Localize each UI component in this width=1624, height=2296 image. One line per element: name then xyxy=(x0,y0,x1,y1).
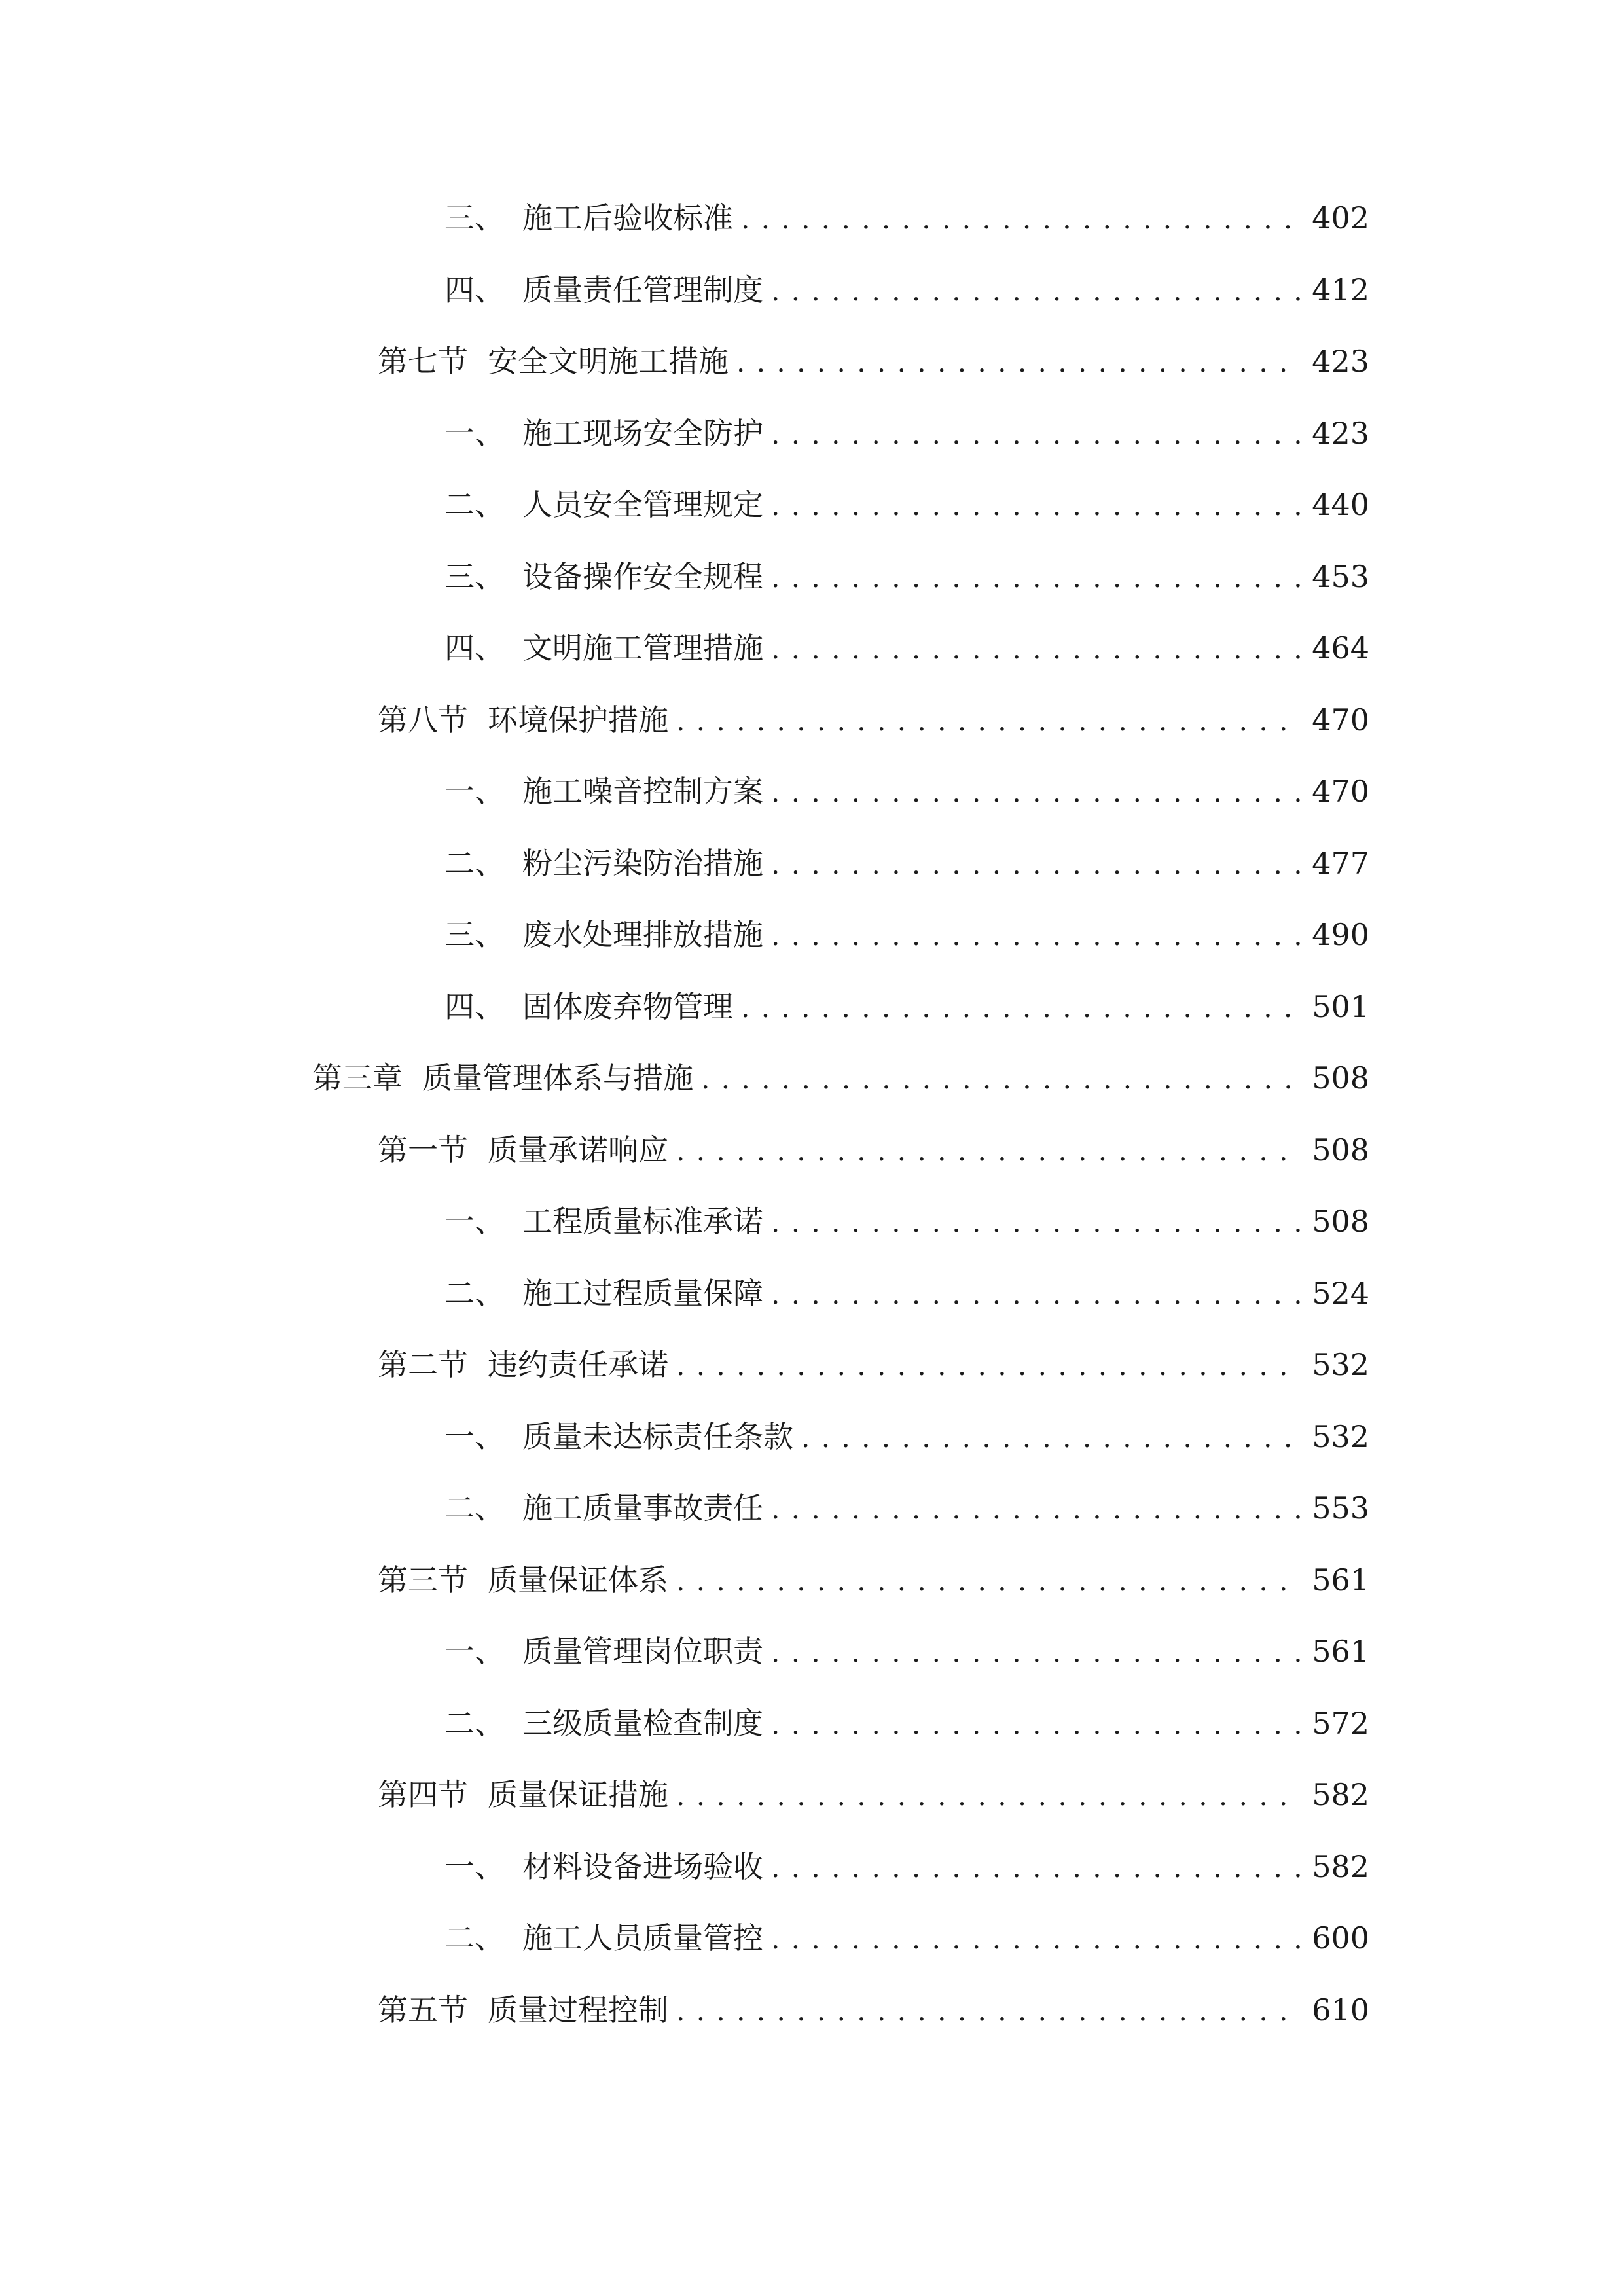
toc-entry-number: 第三节 xyxy=(378,1562,468,1598)
dot-leader xyxy=(676,1975,1301,2047)
toc-entry-number: 二、 xyxy=(444,1275,505,1311)
toc-entry-title: 废水处理排放措施 xyxy=(522,917,763,952)
toc-entry-heading xyxy=(444,1903,763,1975)
dot-leader xyxy=(771,1903,1301,1975)
toc-entry[interactable] xyxy=(0,326,1369,398)
toc-entry[interactable] xyxy=(0,971,1369,1043)
toc-entry-heading xyxy=(312,1043,693,1115)
toc-entry-heading xyxy=(444,469,763,541)
toc-entry-title: 质量责任管理制度 xyxy=(522,272,763,308)
toc-entry-number: 一、 xyxy=(444,1204,505,1239)
toc-entry[interactable] xyxy=(0,1831,1369,1903)
toc-entry-number: 一、 xyxy=(444,1418,505,1454)
toc-entry-title: 质量过程控制 xyxy=(488,1992,668,2028)
toc-entry-number: 一、 xyxy=(444,415,505,451)
toc-entry-page-number: 490 xyxy=(1312,917,1369,952)
toc-entry-heading xyxy=(444,1616,763,1688)
toc-entry[interactable] xyxy=(0,685,1369,757)
toc-entry-number: 四、 xyxy=(444,272,505,308)
toc-entry-title: 施工噪音控制方案 xyxy=(522,774,763,809)
toc-entry-title: 施工现场安全防护 xyxy=(522,415,763,451)
toc-entry-heading xyxy=(444,541,763,613)
dot-leader xyxy=(771,757,1301,829)
toc-entry-page-number: 582 xyxy=(1312,1848,1369,1884)
toc-entry-page-number: 524 xyxy=(1312,1275,1369,1311)
toc-entry-heading xyxy=(444,1401,793,1473)
toc-entry-title: 施工过程质量保障 xyxy=(522,1275,763,1311)
dot-leader xyxy=(801,1402,1301,1474)
toc-entry-page-number: 532 xyxy=(1312,1418,1369,1454)
toc-entry-heading xyxy=(378,1329,668,1401)
toc-entry-number: 一、 xyxy=(444,1848,505,1884)
toc-entry-heading xyxy=(444,1831,763,1903)
toc-entry-heading xyxy=(444,1473,763,1545)
toc-entry-heading xyxy=(444,1688,763,1760)
toc-entry-page-number: 600 xyxy=(1312,1920,1369,1956)
toc-entry-page-number: 532 xyxy=(1312,1347,1369,1382)
toc-entry-page-number: 423 xyxy=(1312,415,1369,451)
toc-entry[interactable] xyxy=(0,1258,1369,1330)
toc-entry[interactable] xyxy=(0,183,1369,255)
toc-entry[interactable] xyxy=(0,828,1369,900)
toc-entry-heading xyxy=(444,183,733,255)
toc-entry-title: 质量管理体系与措施 xyxy=(422,1060,693,1096)
dot-leader xyxy=(771,613,1301,685)
toc-entry-number: 二、 xyxy=(444,487,505,522)
toc-entry-page-number: 470 xyxy=(1312,774,1369,809)
toc-entry-page-number: 402 xyxy=(1312,200,1369,236)
toc-entry-title: 施工人员质量管控 xyxy=(522,1920,763,1956)
toc-entry-heading xyxy=(444,255,763,327)
dot-leader xyxy=(741,972,1301,1044)
dot-leader xyxy=(676,1545,1301,1617)
toc-entry-heading xyxy=(444,1186,763,1258)
toc-entry-number: 第三章 xyxy=(312,1060,403,1096)
dot-leader xyxy=(701,1043,1301,1115)
toc-entry-page-number: 501 xyxy=(1312,988,1369,1024)
toc-entry-number: 二、 xyxy=(444,1705,505,1741)
toc-entry[interactable] xyxy=(0,756,1369,828)
toc-entry-heading xyxy=(444,398,763,470)
toc-entry-title: 环境保护措施 xyxy=(488,702,668,738)
dot-leader xyxy=(741,183,1301,255)
toc-entry-heading xyxy=(378,1759,668,1831)
dot-leader xyxy=(771,1187,1301,1259)
toc-entry[interactable] xyxy=(0,1329,1369,1401)
toc-entry[interactable] xyxy=(0,1759,1369,1831)
dot-leader xyxy=(736,327,1301,399)
toc-entry-number: 第七节 xyxy=(378,344,468,379)
toc-entry-page-number: 610 xyxy=(1312,1992,1369,2028)
toc-entry-number: 一、 xyxy=(444,774,505,809)
toc-entry-heading xyxy=(444,756,763,828)
toc-entry-heading xyxy=(444,899,763,971)
toc-entry[interactable] xyxy=(0,469,1369,541)
toc-entry-heading xyxy=(378,1545,668,1617)
toc-entry-number: 二、 xyxy=(444,845,505,881)
toc-entry[interactable] xyxy=(0,1043,1369,1115)
toc-entry-page-number: 464 xyxy=(1312,630,1369,666)
toc-entry-title: 设备操作安全规程 xyxy=(522,558,763,594)
toc-entry-title: 质量承诺响应 xyxy=(488,1132,668,1168)
toc-entry-page-number: 508 xyxy=(1312,1204,1369,1239)
toc-entry-number: 一、 xyxy=(444,1634,505,1669)
dot-leader xyxy=(771,829,1301,901)
dot-leader xyxy=(771,1832,1301,1904)
dot-leader xyxy=(771,900,1301,972)
toc-entry-title: 质量未达标责任条款 xyxy=(522,1418,793,1454)
toc-entry[interactable] xyxy=(0,1401,1369,1473)
toc-entry[interactable] xyxy=(0,1688,1369,1760)
toc-entry-heading xyxy=(378,1115,668,1187)
toc-entry-page-number: 440 xyxy=(1312,487,1369,522)
toc-entry-page-number: 582 xyxy=(1312,1777,1369,1812)
toc-entry-title: 质量保证体系 xyxy=(488,1562,668,1598)
toc-entry-title: 施工质量事故责任 xyxy=(522,1490,763,1526)
table-of-contents xyxy=(0,183,1624,2046)
dot-leader xyxy=(771,542,1301,614)
toc-entry-page-number: 412 xyxy=(1312,272,1369,308)
toc-entry-heading xyxy=(444,1258,763,1330)
toc-entry-heading xyxy=(444,613,763,685)
toc-entry-title: 施工后验收标准 xyxy=(522,200,733,236)
toc-entry-heading xyxy=(378,685,668,757)
toc-entry-number: 三、 xyxy=(444,558,505,594)
dot-leader xyxy=(676,1330,1301,1402)
dot-leader xyxy=(771,399,1301,471)
dot-leader xyxy=(771,255,1301,327)
toc-entry-title: 三级质量检查制度 xyxy=(522,1705,763,1741)
toc-entry-page-number: 453 xyxy=(1312,558,1369,594)
toc-entry-page-number: 561 xyxy=(1312,1562,1369,1598)
dot-leader xyxy=(771,1473,1301,1545)
toc-entry-page-number: 572 xyxy=(1312,1705,1369,1741)
toc-entry-number: 第八节 xyxy=(378,702,468,738)
dot-leader xyxy=(676,1760,1301,1832)
dot-leader xyxy=(676,1115,1301,1187)
toc-entry-title: 人员安全管理规定 xyxy=(522,487,763,522)
toc-entry[interactable] xyxy=(0,1473,1369,1545)
dot-leader xyxy=(771,1259,1301,1331)
toc-entry[interactable] xyxy=(0,613,1369,685)
toc-entry[interactable] xyxy=(0,1975,1369,2047)
toc-entry-title: 材料设备进场验收 xyxy=(522,1848,763,1884)
toc-entry-page-number: 508 xyxy=(1312,1060,1369,1096)
toc-entry-title: 违约责任承诺 xyxy=(488,1347,668,1382)
toc-entry[interactable] xyxy=(0,398,1369,470)
toc-entry-title: 质量管理岗位职责 xyxy=(522,1634,763,1669)
toc-entry-number: 三、 xyxy=(444,917,505,952)
toc-entry-number: 四、 xyxy=(444,988,505,1024)
toc-entry-heading xyxy=(444,971,733,1043)
toc-entry-number: 三、 xyxy=(444,200,505,236)
toc-entry-title: 文明施工管理措施 xyxy=(522,630,763,666)
toc-entry[interactable] xyxy=(0,1186,1369,1258)
dot-leader xyxy=(771,470,1301,542)
toc-entry[interactable] xyxy=(0,1616,1369,1688)
toc-entry[interactable] xyxy=(0,1115,1369,1187)
toc-entry[interactable] xyxy=(0,541,1369,613)
toc-entry-number: 第五节 xyxy=(378,1992,468,2028)
toc-entry-page-number: 423 xyxy=(1312,344,1369,379)
toc-entry-title: 工程质量标准承诺 xyxy=(522,1204,763,1239)
toc-entry[interactable] xyxy=(0,1545,1369,1617)
toc-entry-number: 四、 xyxy=(444,630,505,666)
toc-entry[interactable] xyxy=(0,899,1369,971)
toc-entry-heading xyxy=(444,828,763,900)
toc-entry-page-number: 553 xyxy=(1312,1490,1369,1526)
toc-entry-title: 质量保证措施 xyxy=(488,1777,668,1812)
dot-leader xyxy=(676,685,1301,757)
toc-entry[interactable] xyxy=(0,255,1369,327)
dot-leader xyxy=(771,1617,1301,1689)
toc-entry-page-number: 508 xyxy=(1312,1132,1369,1168)
toc-entry-number: 第一节 xyxy=(378,1132,468,1168)
dot-leader xyxy=(771,1689,1301,1761)
toc-entry-page-number: 470 xyxy=(1312,702,1369,738)
toc-entry-number: 二、 xyxy=(444,1490,505,1526)
toc-entry-heading xyxy=(378,1975,668,2047)
toc-entry-page-number: 561 xyxy=(1312,1634,1369,1669)
toc-entry-title: 粉尘污染防治措施 xyxy=(522,845,763,881)
toc-entry-title: 固体废弃物管理 xyxy=(522,988,733,1024)
toc-entry-number: 第二节 xyxy=(378,1347,468,1382)
toc-entry-heading xyxy=(378,326,729,398)
toc-entry-title: 安全文明施工措施 xyxy=(488,344,729,379)
toc-entry-page-number: 477 xyxy=(1312,845,1369,881)
toc-entry[interactable] xyxy=(0,1903,1369,1975)
toc-entry-number: 二、 xyxy=(444,1920,505,1956)
toc-entry-number: 第四节 xyxy=(378,1777,468,1812)
